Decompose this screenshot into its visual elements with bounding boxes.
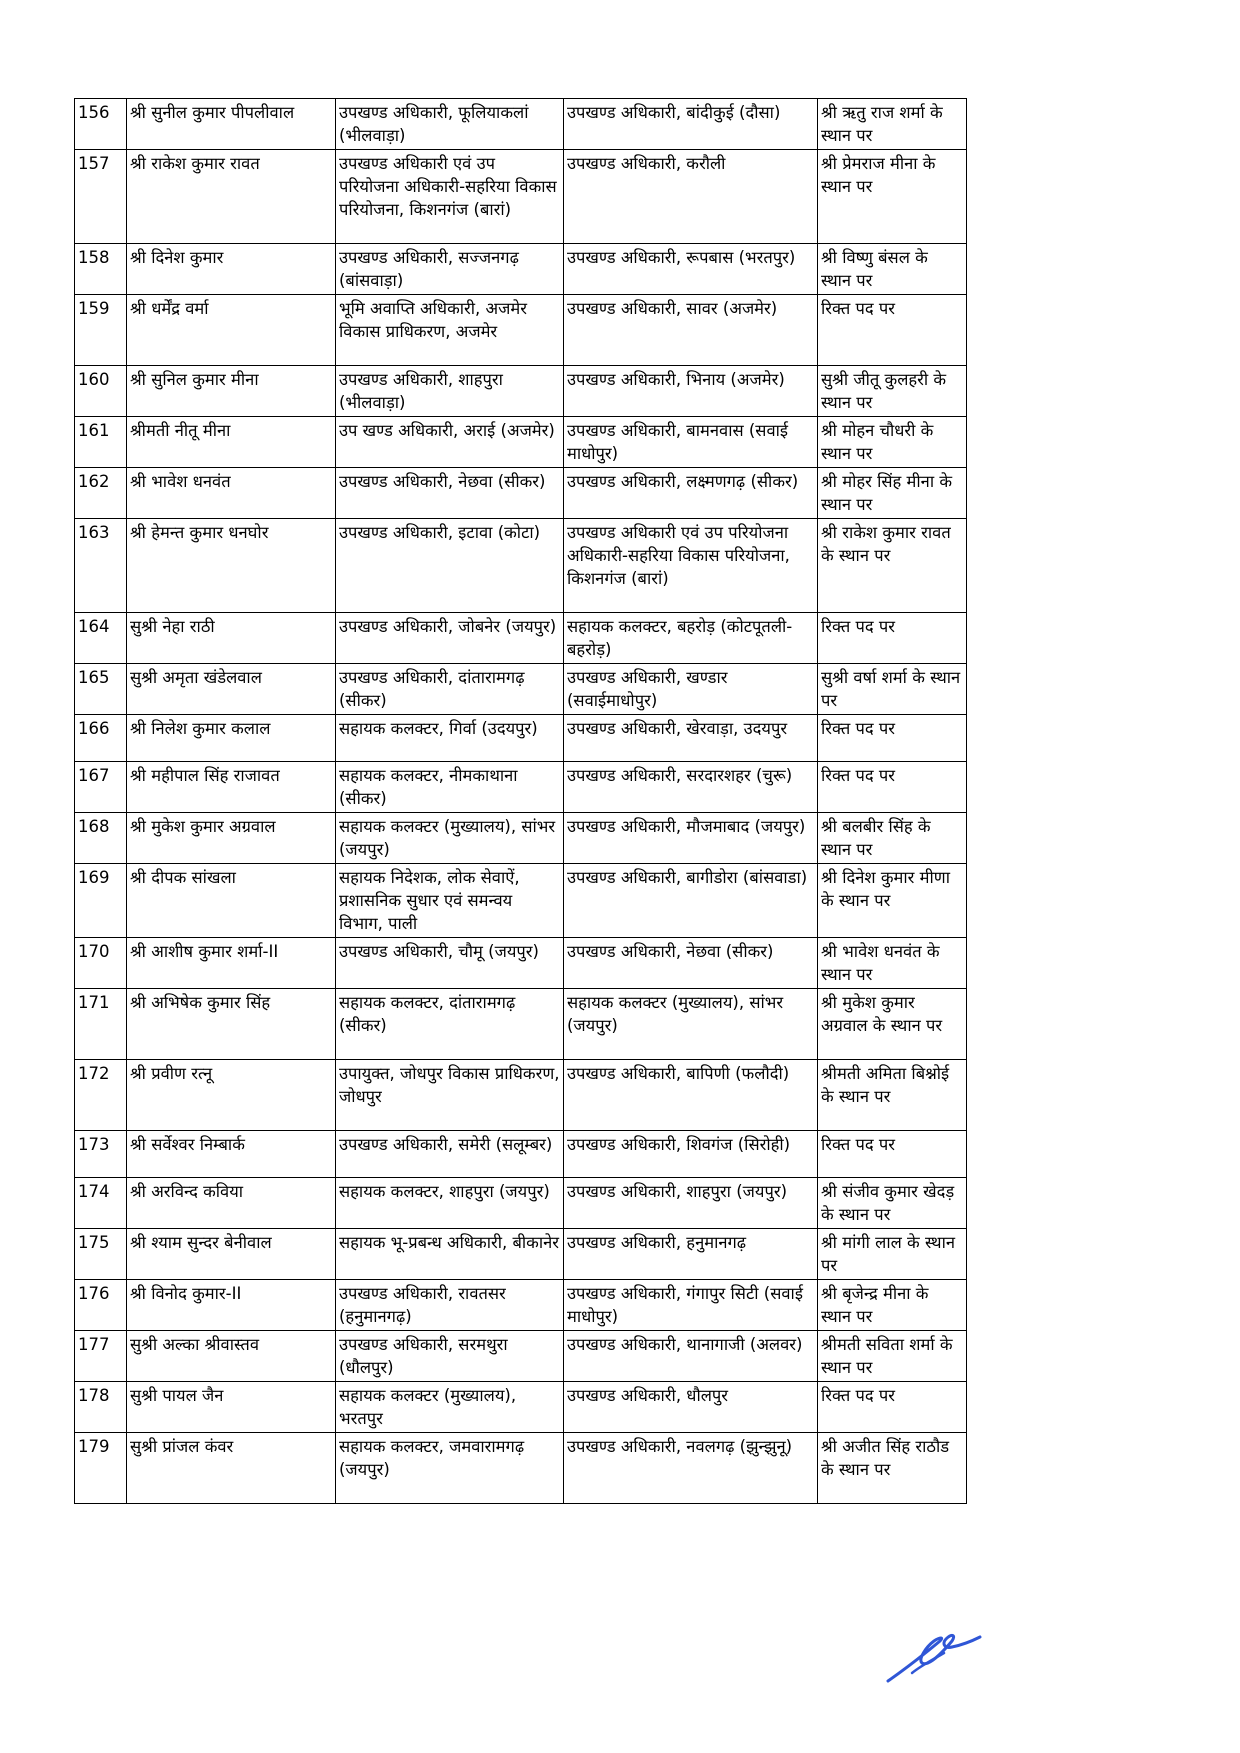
serial-number-cell: 174 [75, 1178, 127, 1229]
officer-name-cell: श्री सुनील कुमार पीपलीवाल [127, 99, 336, 150]
current-posting-cell: उपखण्ड अधिकारी एवं उप परियोजना अधिकारी-सहरिया विकास परियोजना, किशनगंज (बारां) [336, 150, 564, 244]
remark-cell: श्री प्रेमराज मीना के स्थान पर [818, 150, 967, 244]
officer-name-cell: सुश्री पायल जैन [127, 1382, 336, 1433]
new-posting-cell: उपखण्ड अधिकारी, शिवगंज (सिरोही) [564, 1131, 818, 1178]
new-posting-cell: सहायक कलक्टर (मुख्यालय), सांभर (जयपुर) [564, 989, 818, 1060]
remark-cell: श्री दिनेश कुमार मीणा के स्थान पर [818, 864, 967, 938]
current-posting-cell: सहायक निदेशक, लोक सेवाऐं, प्रशासनिक सुधार एवं समन्वय विभाग, पाली [336, 864, 564, 938]
officer-name-cell: श्री आशीष कुमार शर्मा-II [127, 938, 336, 989]
new-posting-cell: उपखण्ड अधिकारी, खेरवाड़ा, उदयपुर [564, 715, 818, 762]
officer-name-cell: श्री हेमन्त कुमार धनघोर [127, 519, 336, 613]
table-row [75, 468, 967, 519]
officer-name-cell: श्री दीपक सांखला [127, 864, 336, 938]
table-row [75, 989, 967, 1060]
new-posting-cell: उपखण्ड अधिकारी, हनुमानगढ़ [564, 1229, 818, 1280]
officer-name-cell: श्री महीपाल सिंह राजावत [127, 762, 336, 813]
current-posting-cell: सहायक कलक्टर, शाहपुरा (जयपुर) [336, 1178, 564, 1229]
current-posting-cell: उप खण्ड अधिकारी, अराई (अजमेर) [336, 417, 564, 468]
officer-name-cell: श्री श्याम सुन्दर बेनीवाल [127, 1229, 336, 1280]
new-posting-cell: सहायक कलक्टर, बहरोड़ (कोटपूतली-बहरोड़) [564, 613, 818, 664]
new-posting-cell: उपखण्ड अधिकारी, नवलगढ़ (झुन्झुनू) [564, 1433, 818, 1504]
new-posting-cell: उपखण्ड अधिकारी, सावर (अजमेर) [564, 295, 818, 366]
officer-name-cell: श्री मुकेश कुमार अग्रवाल [127, 813, 336, 864]
officer-name-cell: श्रीमती नीतू मीना [127, 417, 336, 468]
remark-cell: श्रीमती अमिता बिश्नोई के स्थान पर [818, 1060, 967, 1131]
table-row [75, 1178, 967, 1229]
officer-name-cell: श्री अभिषेक कुमार सिंह [127, 989, 336, 1060]
current-posting-cell: उपखण्ड अधिकारी, इटावा (कोटा) [336, 519, 564, 613]
table-row [75, 244, 967, 295]
new-posting-cell: उपखण्ड अधिकारी, गंगापुर सिटी (सवाई माधोपुर) [564, 1280, 818, 1331]
serial-number-cell: 159 [75, 295, 127, 366]
new-posting-cell: उपखण्ड अधिकारी, रूपबास (भरतपुर) [564, 244, 818, 295]
table-row [75, 1131, 967, 1178]
remark-cell: श्री मांगी लाल के स्थान पर [818, 1229, 967, 1280]
table-row [75, 715, 967, 762]
officer-name-cell: सुश्री अल्का श्रीवास्तव [127, 1331, 336, 1382]
officer-name-cell: श्री राकेश कुमार रावत [127, 150, 336, 244]
current-posting-cell: उपखण्ड अधिकारी, सरमथुरा (धौलपुर) [336, 1331, 564, 1382]
serial-number-cell: 169 [75, 864, 127, 938]
table-row [75, 417, 967, 468]
current-posting-cell: उपखण्ड अधिकारी, सज्जनगढ़ (बांसवाड़ा) [336, 244, 564, 295]
serial-number-cell: 175 [75, 1229, 127, 1280]
transfer-table [74, 98, 967, 1504]
serial-number-cell: 170 [75, 938, 127, 989]
new-posting-cell: उपखण्ड अधिकारी, लक्ष्मणगढ़ (सीकर) [564, 468, 818, 519]
remark-cell: श्री विष्णु बंसल के स्थान पर [818, 244, 967, 295]
new-posting-cell: उपखण्ड अधिकारी, नेछवा (सीकर) [564, 938, 818, 989]
new-posting-cell: उपखण्ड अधिकारी, बांदीकुई (दौसा) [564, 99, 818, 150]
current-posting-cell: उपखण्ड अधिकारी, समेरी (सलूम्बर) [336, 1131, 564, 1178]
officer-name-cell: श्री भावेश धनवंत [127, 468, 336, 519]
current-posting-cell: उपखण्ड अधिकारी, चौमू (जयपुर) [336, 938, 564, 989]
officer-name-cell: श्री धर्मेंद्र वर्मा [127, 295, 336, 366]
table-row [75, 1433, 967, 1504]
current-posting-cell: उपखण्ड अधिकारी, दांतारामगढ़ (सीकर) [336, 664, 564, 715]
table-row [75, 664, 967, 715]
serial-number-cell: 160 [75, 366, 127, 417]
table-row [75, 762, 967, 813]
remark-cell: श्री अजीत सिंह राठौड के स्थान पर [818, 1433, 967, 1504]
remark-cell: रिक्त पद पर [818, 1382, 967, 1433]
new-posting-cell: उपखण्ड अधिकारी, बागीडोरा (बांसवाडा) [564, 864, 818, 938]
new-posting-cell: उपखण्ड अधिकारी, सरदारशहर (चुरू) [564, 762, 818, 813]
serial-number-cell: 178 [75, 1382, 127, 1433]
serial-number-cell: 158 [75, 244, 127, 295]
new-posting-cell: उपखण्ड अधिकारी, बापिणी (फलौदी) [564, 1060, 818, 1131]
remark-cell: रिक्त पद पर [818, 295, 967, 366]
remark-cell: रिक्त पद पर [818, 715, 967, 762]
table-row [75, 613, 967, 664]
current-posting-cell: उपखण्ड अधिकारी, फूलियाकलां (भीलवाड़ा) [336, 99, 564, 150]
serial-number-cell: 176 [75, 1280, 127, 1331]
remark-cell: श्री बलबीर सिंह के स्थान पर [818, 813, 967, 864]
current-posting-cell: भूमि अवाप्ति अधिकारी, अजमेर विकास प्राधिकरण, अजमेर [336, 295, 564, 366]
table-row [75, 1331, 967, 1382]
remark-cell: श्रीमती सविता शर्मा के स्थान पर [818, 1331, 967, 1382]
remark-cell: श्री मोहन चौधरी के स्थान पर [818, 417, 967, 468]
table-row [75, 938, 967, 989]
new-posting-cell: उपखण्ड अधिकारी, भिनाय (अजमेर) [564, 366, 818, 417]
officer-name-cell: श्री दिनेश कुमार [127, 244, 336, 295]
serial-number-cell: 171 [75, 989, 127, 1060]
current-posting-cell: उपखण्ड अधिकारी, शाहपुरा (भीलवाड़ा) [336, 366, 564, 417]
officer-name-cell: श्री सुनिल कुमार मीना [127, 366, 336, 417]
current-posting-cell: सहायक कलक्टर (मुख्यालय), सांभर (जयपुर) [336, 813, 564, 864]
table-row [75, 366, 967, 417]
serial-number-cell: 173 [75, 1131, 127, 1178]
serial-number-cell: 161 [75, 417, 127, 468]
serial-number-cell: 179 [75, 1433, 127, 1504]
serial-number-cell: 168 [75, 813, 127, 864]
officer-name-cell: श्री निलेश कुमार कलाल [127, 715, 336, 762]
current-posting-cell: सहायक कलक्टर, गिर्वा (उदयपुर) [336, 715, 564, 762]
current-posting-cell: उपायुक्त, जोधपुर विकास प्राधिकरण, जोधपुर [336, 1060, 564, 1131]
remark-cell: रिक्त पद पर [818, 1131, 967, 1178]
current-posting-cell: उपखण्ड अधिकारी, जोबनेर (जयपुर) [336, 613, 564, 664]
table-row [75, 1229, 967, 1280]
current-posting-cell: सहायक भू-प्रबन्ध अधिकारी, बीकानेर [336, 1229, 564, 1280]
serial-number-cell: 163 [75, 519, 127, 613]
current-posting-cell: सहायक कलक्टर, नीमकाथाना (सीकर) [336, 762, 564, 813]
table-row [75, 519, 967, 613]
new-posting-cell: उपखण्ड अधिकारी, धौलपुर [564, 1382, 818, 1433]
remark-cell: श्री मुकेश कुमार अग्रवाल के स्थान पर [818, 989, 967, 1060]
remark-cell: सुश्री वर्षा शर्मा के स्थान पर [818, 664, 967, 715]
table-row [75, 150, 967, 244]
new-posting-cell: उपखण्ड अधिकारी, खण्डार (सवाईमाधोपुर) [564, 664, 818, 715]
table-row [75, 1382, 967, 1433]
remark-cell: श्री बृजेन्द्र मीना के स्थान पर [818, 1280, 967, 1331]
remark-cell: श्री राकेश कुमार रावत के स्थान पर [818, 519, 967, 613]
table-row [75, 1280, 967, 1331]
remark-cell: सुश्री जीतू कुलहरी के स्थान पर [818, 366, 967, 417]
serial-number-cell: 162 [75, 468, 127, 519]
table-row [75, 1060, 967, 1131]
new-posting-cell: उपखण्ड अधिकारी, शाहपुरा (जयपुर) [564, 1178, 818, 1229]
officer-name-cell: श्री प्रवीण रत्नू [127, 1060, 336, 1131]
serial-number-cell: 165 [75, 664, 127, 715]
new-posting-cell: उपखण्ड अधिकारी, करौली [564, 150, 818, 244]
new-posting-cell: उपखण्ड अधिकारी, मौजमाबाद (जयपुर) [564, 813, 818, 864]
remark-cell: रिक्त पद पर [818, 762, 967, 813]
current-posting-cell: सहायक कलक्टर (मुख्यालय), भरतपुर [336, 1382, 564, 1433]
remark-cell: श्री संजीव कुमार खेदड़ के स्थान पर [818, 1178, 967, 1229]
serial-number-cell: 156 [75, 99, 127, 150]
new-posting-cell: उपखण्ड अधिकारी एवं उप परियोजना अधिकारी-सहरिया विकास परियोजना, किशनगंज (बारां) [564, 519, 818, 613]
remark-cell: श्री मोहर सिंह मीना के स्थान पर [818, 468, 967, 519]
table-row [75, 813, 967, 864]
officer-name-cell: सुश्री नेहा राठी [127, 613, 336, 664]
remark-cell: रिक्त पद पर [818, 613, 967, 664]
table-row [75, 864, 967, 938]
remark-cell: श्री भावेश धनवंत के स्थान पर [818, 938, 967, 989]
officer-name-cell: सुश्री प्रांजल कंवर [127, 1433, 336, 1504]
officer-name-cell: श्री अरविन्द कविया [127, 1178, 336, 1229]
table-row [75, 99, 967, 150]
current-posting-cell: सहायक कलक्टर, जमवारामगढ़ (जयपुर) [336, 1433, 564, 1504]
current-posting-cell: उपखण्ड अधिकारी, रावतसर (हनुमानगढ़) [336, 1280, 564, 1331]
serial-number-cell: 172 [75, 1060, 127, 1131]
serial-number-cell: 177 [75, 1331, 127, 1382]
serial-number-cell: 166 [75, 715, 127, 762]
current-posting-cell: उपखण्ड अधिकारी, नेछवा (सीकर) [336, 468, 564, 519]
new-posting-cell: उपखण्ड अधिकारी, थानागाजी (अलवर) [564, 1331, 818, 1382]
serial-number-cell: 164 [75, 613, 127, 664]
officer-name-cell: श्री सर्वेश्वर निम्बार्क [127, 1131, 336, 1178]
remark-cell: श्री ऋतु राज शर्मा के स्थान पर [818, 99, 967, 150]
table-row [75, 295, 967, 366]
officer-name-cell: श्री विनोद कुमार-II [127, 1280, 336, 1331]
current-posting-cell: सहायक कलक्टर, दांतारामगढ़ (सीकर) [336, 989, 564, 1060]
serial-number-cell: 157 [75, 150, 127, 244]
signature-mark [882, 1615, 984, 1687]
transfer-table-body [75, 99, 967, 1504]
officer-name-cell: सुश्री अमृता खंडेलवाल [127, 664, 336, 715]
new-posting-cell: उपखण्ड अधिकारी, बामनवास (सवाई माधोपुर) [564, 417, 818, 468]
serial-number-cell: 167 [75, 762, 127, 813]
